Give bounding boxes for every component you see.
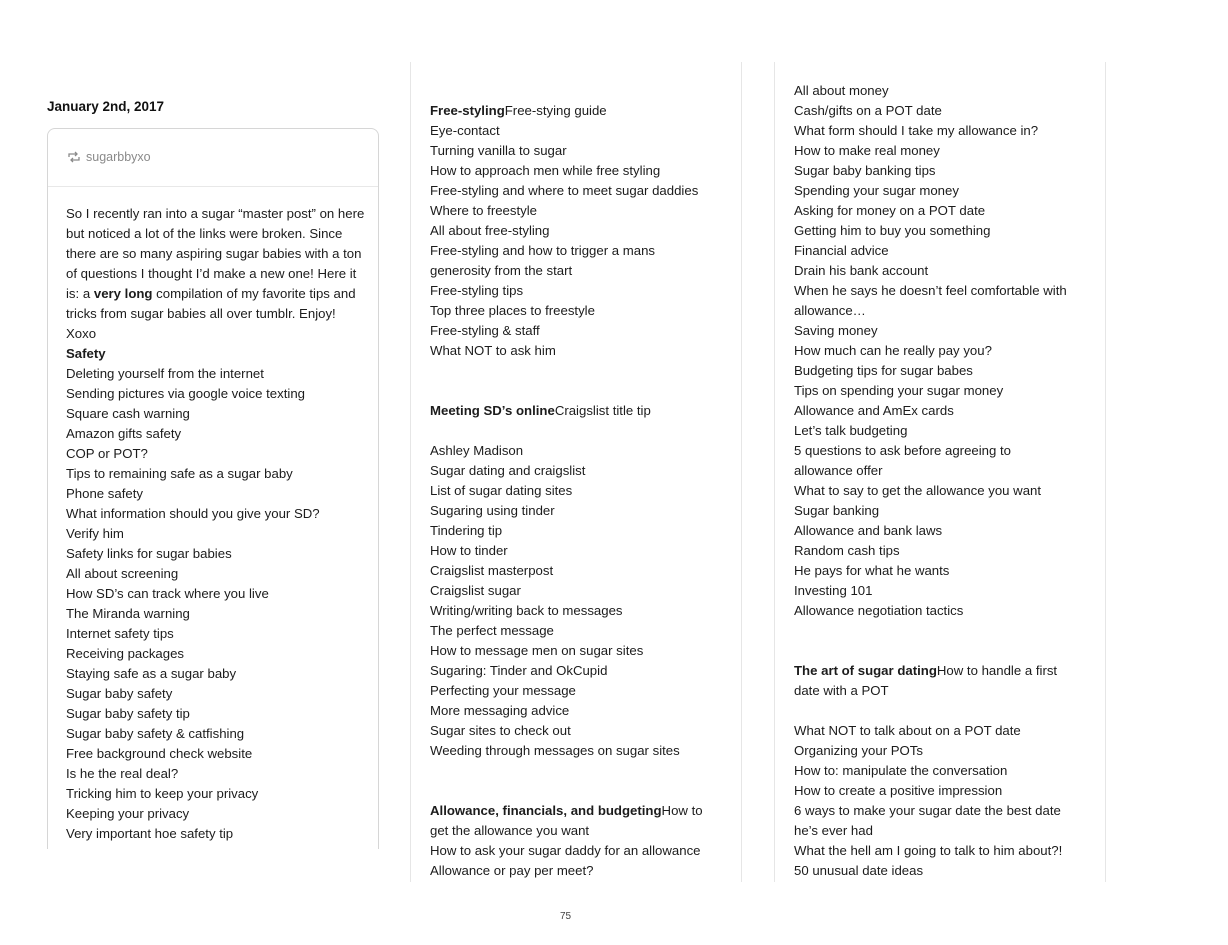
link-item[interactable]: What information should you give your SD? [66,506,320,521]
link-item[interactable]: Asking for money on a POT date [794,203,986,218]
freestyling-link-list [430,121,730,361]
link-item[interactable]: generosity from the start [430,263,573,278]
link-item[interactable]: How to handle a first [936,663,1058,678]
link-item[interactable]: Sugaring using tinder [430,503,555,518]
allowance-link-list [430,821,730,881]
intro-text-after: compilation of my favorite tips and tricks from sugar babies all over tumblr. Enjoy! Xoxo [66,286,356,341]
column-divider [1105,62,1106,882]
link-item[interactable]: COP or POT? [66,446,148,461]
link-item[interactable]: Free-styling and where to meet sugar daddies [430,183,699,198]
link-item[interactable]: Is he the real deal? [66,766,179,781]
link-item[interactable]: When he says he doesn’t feel comfortable with [794,283,1067,298]
art-link-list [794,721,1094,881]
link-item[interactable]: allowance offer [794,463,883,478]
link-item[interactable]: More messaging advice [430,703,570,718]
link-item[interactable]: 5 questions to ask before agreeing to [794,443,1012,458]
link-item[interactable]: Free-styling and how to trigger a mans [430,243,656,258]
column-divider [410,62,411,882]
link-item[interactable]: Craigslist title tip [554,403,651,418]
link-item[interactable]: Let’s talk budgeting [794,423,908,438]
link-item[interactable]: Free background check website [66,746,253,761]
link-item[interactable]: 6 ways to make your sugar date the best date [794,803,1061,818]
link-item[interactable]: Weeding through messages on sugar sites [430,743,680,758]
link-item[interactable]: What to say to get the allowance you want [794,483,1042,498]
link-item[interactable]: All about money [794,83,889,98]
safety-link-list [66,364,366,844]
column-2 [430,101,730,881]
link-item[interactable]: Amazon gifts safety [66,426,182,441]
link-item[interactable]: Sugar banking [794,503,880,518]
post-header [48,129,378,187]
link-item[interactable]: How much can he really pay you? [794,343,992,358]
link-item[interactable]: How to: manipulate the conversation [794,763,1008,778]
link-item[interactable]: Sugar baby banking tips [794,163,936,178]
link-item[interactable]: Random cash tips [794,543,900,558]
link-item[interactable]: Allowance or pay per meet? [430,863,594,878]
reblog-username[interactable]: sugarbbyxo [86,150,151,164]
link-item[interactable]: How to [661,803,703,818]
link-item[interactable]: What NOT to ask him [430,343,556,358]
link-item[interactable]: Free-styling & staff [430,323,540,338]
art-heading: The art of sugar dating [794,663,937,678]
intro-text-before: So I recently ran into a sugar “master post” on here but noticed a lot of the links were broken. Since there are so many aspiring sugar babies with a ton of questions I thought I’d make a new one! Here it is: a [66,206,365,301]
link-item[interactable]: The Miranda warning [66,606,190,621]
intro-emphasis: very long [93,286,153,301]
post-body [66,204,366,844]
freestyling-section-heading [430,101,730,121]
link-item[interactable]: How to make real money [794,143,940,158]
link-item[interactable]: Staying safe as a sugar baby [66,666,237,681]
page-number: 75 [560,911,572,922]
post-intro [66,204,366,344]
link-item[interactable]: Sugar baby safety [66,686,173,701]
link-item[interactable]: Organizing your POTs [794,743,923,758]
column-3 [794,81,1094,881]
meeting-heading: Meeting SD’s online [430,403,555,418]
link-item[interactable]: Eye-contact [430,123,500,138]
link-item[interactable]: Where to freestyle [430,203,538,218]
link-item[interactable]: How to approach men while free styling [430,163,661,178]
link-item[interactable]: How to ask your sugar daddy for an allowance [430,843,701,858]
link-item[interactable]: How to message men on sugar sites [430,643,644,658]
link-item[interactable]: Sending pictures via google voice texting [66,386,305,401]
link-item[interactable]: Keeping your privacy [66,806,190,821]
link-item[interactable]: Sugaring: Tinder and OkCupid [430,663,608,678]
link-item[interactable]: Sugar baby safety tip [66,706,190,721]
link-item[interactable]: Allowance negotiation tactics [794,603,964,618]
post-card [47,128,379,849]
link-item[interactable]: Getting him to buy you something [794,223,991,238]
link-item[interactable]: Verify him [66,526,124,541]
allowance-section-heading [430,801,730,821]
link-item[interactable]: Spending your sugar money [794,183,959,198]
allowance-heading: Allowance, financials, and budgeting [430,803,662,818]
link-item[interactable]: Allowance and bank laws [794,523,943,538]
link-item[interactable]: 50 unusual date ideas [794,863,924,878]
link-item[interactable]: Craigslist masterpost [430,563,554,578]
freestyling-heading: Free-styling [430,103,505,118]
link-item[interactable]: Safety links for sugar babies [66,546,232,561]
link-item[interactable]: Sugar dating and craigslist [430,463,586,478]
link-item[interactable]: allowance… [794,303,866,318]
link-item[interactable]: Cash/gifts on a POT date [794,103,942,118]
link-item[interactable]: What NOT to talk about on a POT date [794,723,1021,738]
link-item[interactable]: Tips to remaining safe as a sugar baby [66,466,293,481]
link-item[interactable]: Tricking him to keep your privacy [66,786,259,801]
link-item[interactable]: Free-stying guide [504,103,607,118]
link-item[interactable]: Saving money [794,323,878,338]
link-item[interactable]: How to create a positive impression [794,783,1003,798]
link-item[interactable]: Square cash warning [66,406,190,421]
link-item[interactable]: Tips on spending your sugar money [794,383,1004,398]
reblog-icon [67,151,81,163]
link-item[interactable]: Allowance and AmEx cards [794,403,954,418]
post-date: January 2nd, 2017 [47,99,165,114]
safety-heading: Safety [66,346,106,361]
link-item[interactable]: He pays for what he wants [794,563,950,578]
link-item[interactable]: The perfect message [430,623,554,638]
meeting-section-heading [430,401,730,421]
link-item[interactable]: Receiving packages [66,646,185,661]
link-item[interactable]: Perfecting your message [430,683,576,698]
link-item[interactable]: date with a POT [794,683,889,698]
link-item[interactable]: Sugar baby safety & catfishing [66,726,245,741]
link-item[interactable]: Internet safety tips [66,626,174,641]
link-item[interactable]: All about free-styling [430,223,550,238]
link-item[interactable]: Very important hoe safety tip [66,826,234,841]
link-item[interactable]: How SD’s can track where you live [66,586,269,601]
link-item[interactable]: List of sugar dating sites [430,483,573,498]
link-item[interactable]: Turning vanilla to sugar [430,143,567,158]
link-item[interactable]: How to tinder [430,543,508,558]
link-item[interactable]: Top three places to freestyle [430,303,595,318]
link-item[interactable]: All about screening [66,566,179,581]
meeting-link-list [430,441,730,761]
link-item[interactable]: Phone safety [66,486,143,501]
link-item[interactable]: Budgeting tips for sugar babes [794,363,973,378]
link-item[interactable]: What the hell am I going to talk to him about?! [794,843,1063,858]
link-item[interactable]: Tindering tip [430,523,503,538]
link-item[interactable]: get the allowance you want [430,823,590,838]
link-item[interactable]: Investing 101 [794,583,873,598]
link-item[interactable]: Ashley Madison [430,443,524,458]
link-item[interactable]: Sugar sites to check out [430,723,571,738]
art-section-heading [794,661,1094,681]
link-item[interactable]: Deleting yourself from the internet [66,366,264,381]
link-item[interactable]: Free-styling tips [430,283,524,298]
link-item[interactable]: Writing/writing back to messages [430,603,623,618]
link-item[interactable]: What form should I take my allowance in? [794,123,1039,138]
money-link-list [794,81,1094,621]
link-item[interactable]: he’s ever had [794,823,873,838]
column-divider [741,62,742,882]
link-item[interactable]: Drain his bank account [794,263,929,278]
column-divider [774,62,775,882]
link-item[interactable]: Financial advice [794,243,889,258]
link-item[interactable]: Craigslist sugar [430,583,521,598]
